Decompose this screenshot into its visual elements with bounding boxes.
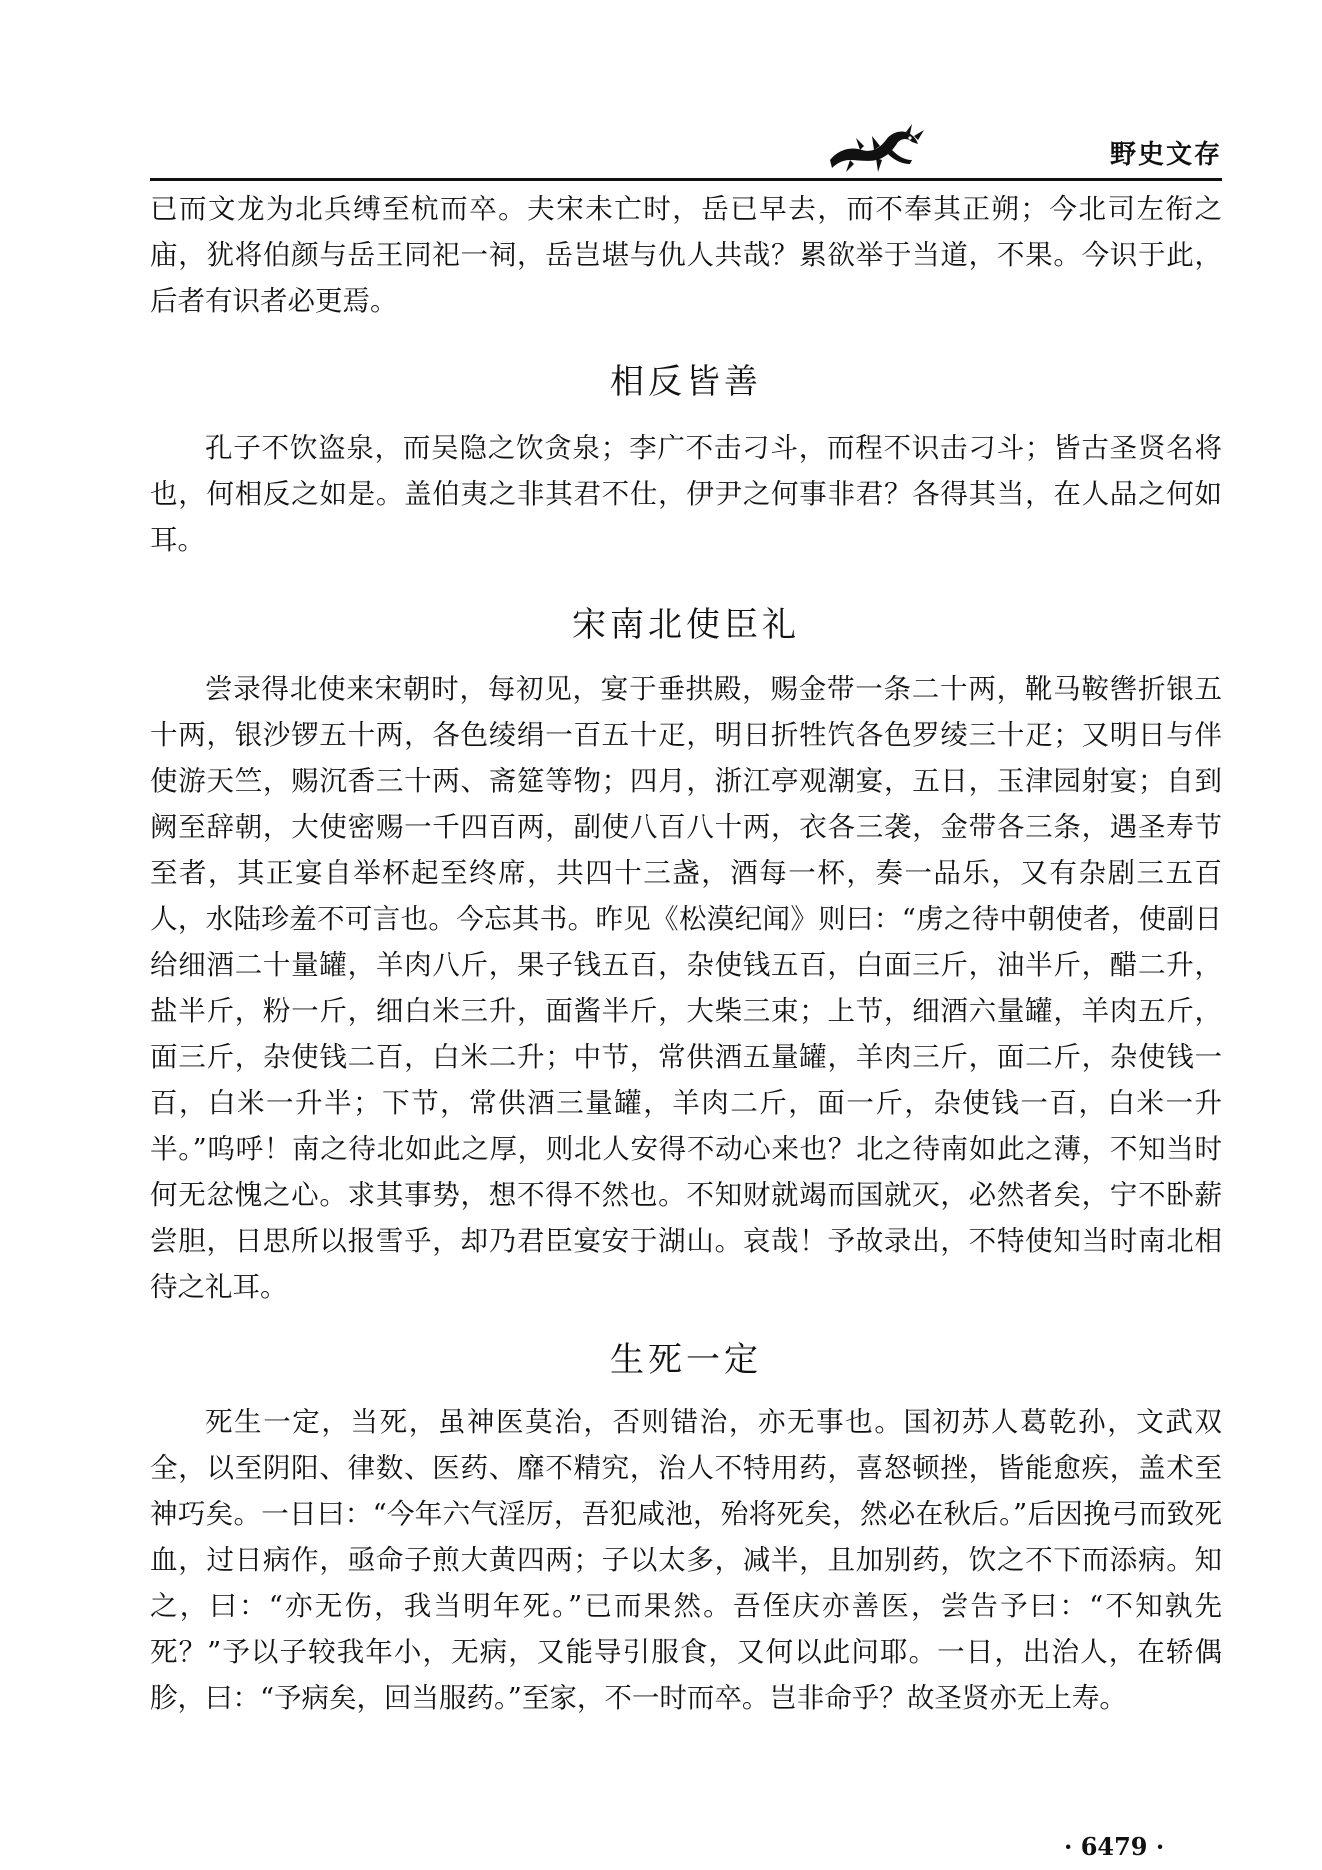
page-body: [150, 186, 1222, 1721]
section-paragraph-songnanbei: 尝录得北使来宋朝时，每初见，宴于垂拱殿，赐金带一条二十两，靴马鞍辔折银五十两，银沙锣五十两，各色绫绢一百五十疋，明日折牲饩各色罗绫三十疋；又明日与伴使游天竺，赐沉香三十两、斋筵等物；四月，浙江亭观潮宴，五日，玉津园射宴；自到阙至辞朝，大使密赐一千四百两，副使八百八十两，衣各三袭，金带各三条，遇圣寿节至者，其正宴自举杯起至终席，共四十三盏，酒每一杯，奏一品乐，又有杂剧三五百人，水陆珍羞不可言也。今忘其书。昨见《松漠纪闻》则曰：“虏之待中朝使者，使副日给细酒二十量罐，羊肉八斤，果子钱五百，杂使钱五百，白面三斤，油半斤，醋二升，盐半斤，粉一斤，细白米三升，面酱半斤，大柴三束；上节，细酒六量罐，羊肉五斤，面三斤，杂使钱二百，白米二升；中节，常供酒五量罐，羊肉三斤，面二斤，杂使钱一百，白米一升半；下节，常供酒三量罐，羊肉二斤，面一斤，杂使钱一百，白米一升半。”呜呼！南之待北如此之厚，则北人安得不动心来也？北之待南如此之薄，不知当时何无忿愧之心。求其事势，想不得不然也。不知财就竭而国就灭，必然者矣，宁不卧薪尝胆，日思所以报雪乎，却乃君臣宴安于湖山。哀哉！予故录出，不特使知当时南北相待之礼耳。: [150, 673, 1222, 1303]
header-rule: [150, 178, 1222, 181]
section-title-xiangfan: 相反皆善: [610, 362, 762, 402]
intro-paragraph: 已而文龙为北兵缚至杭而卒。夫宋未亡时，岳已早去，而不奉其正朔；今北司左衔之庙，犹将伯颜与岳王同祀一祠，岳岂堪与仇人共哉？累欲举于当道，不果。今识于此，后者有识者必更焉。: [150, 193, 1222, 317]
section-paragraph-xiangfan: 孔子不饮盗泉，而吴隐之饮贪泉；李广不击刁斗，而程不识击刁斗；皆古圣贤名将也，何相反之如是。盖伯夷之非其君不仕，伊尹之何事非君？各得其当，在人品之何如耳。: [150, 432, 1222, 556]
section-title-songnanbei: 宋南北使臣礼: [572, 605, 800, 645]
page-number: · 6479 ·: [1064, 1832, 1165, 1861]
section-title-shengsi: 生死一定: [610, 1340, 762, 1380]
running-header: [150, 120, 1222, 180]
series-title: 野史文存: [1109, 140, 1222, 170]
dragon-emblem-icon: [820, 120, 930, 178]
section-paragraph-shengsi: 死生一定，当死，虽神医莫治，否则错治，亦无事也。国初苏人葛乾孙，文武双全，以至阴阳、律数、医药、靡不精究，治人不特用药，喜怒顿挫，皆能愈疾，盖术至神巧矣。一日曰：“今年六气淫厉，吾犯咸池，殆将死矣，然必在秋后。”后因挽弓而致死血，过日病作，亟命子煎大黄四两；子以太多，减半，且加别药，饮之不下而添病。知之，曰：“亦无伤，我当明年死。”已而果然。吾侄庆亦善医，尝告予曰：“不知孰先死？”予以子较我年小，无病，又能导引服食，又何以此问耶。一日，出治人，在轿偶胗，曰：“予病矣，回当服药。”至家，不一时而卒。岂非命乎？故圣贤亦无上寿。: [150, 1406, 1222, 1714]
